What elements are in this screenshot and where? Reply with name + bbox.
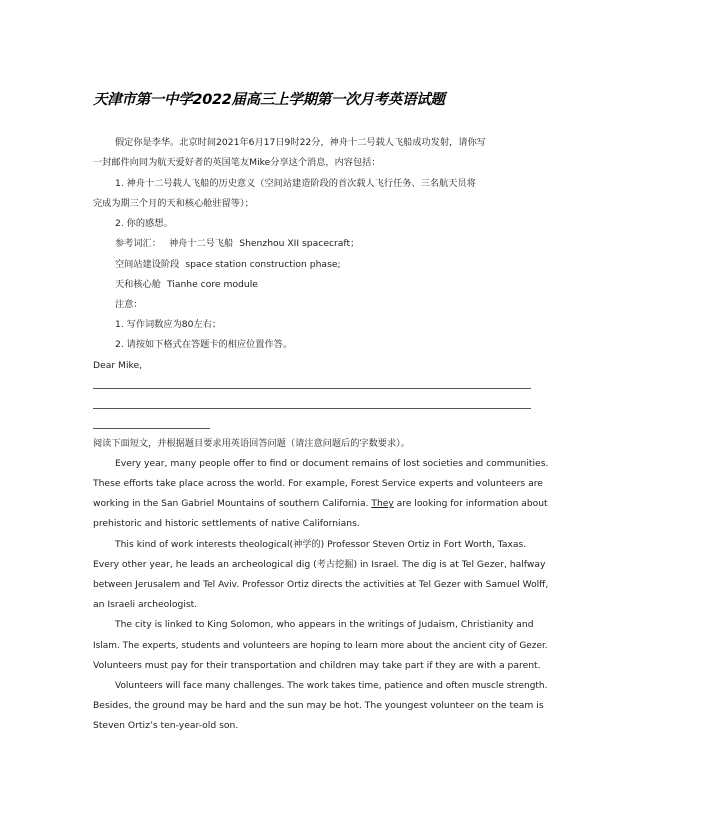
reading-line: prehistoric and historic settlements of native Californians. bbox=[93, 518, 360, 529]
reading-line: Every other year, he leads an archeological dig (考古挖掘) in Israel. The dig is at Tel Gezer, halfway bbox=[93, 559, 546, 570]
reading-line-end: are looking for information about bbox=[393, 498, 548, 509]
salutation: Dear Mike, bbox=[93, 360, 143, 371]
vocab-3-chinese: 天和核心舱 bbox=[115, 279, 161, 290]
note-1: 1. 写作词数应为80左右； bbox=[115, 319, 222, 330]
writing-intro-line-1: 假定你是李华。北京时间2021年6月17日9时22分，神舟十二号载人飞船成功发射，请你写 bbox=[115, 137, 486, 148]
reading-line: Steven Ortiz’s ten-year-old son. bbox=[93, 720, 239, 731]
note-2: 2. 请按如下格式在答题卡的相应位置作答。 bbox=[115, 339, 293, 350]
reading-line: between Jerusalem and Tel Aviv. Professor Ortiz directs the activities at Tel Gezer with Samuel Wolff, bbox=[93, 579, 549, 590]
vocab-1-english: Shenzhou XII spacecraft； bbox=[239, 238, 360, 249]
writing-intro-line-2: 一封邮件向同为航天爱好者的英国笔友Mike分享这个消息，内容包括： bbox=[93, 157, 381, 168]
underlined-word-they: They bbox=[371, 498, 394, 509]
answer-line-1 bbox=[93, 388, 531, 389]
vocab-2-english: space station construction phase; bbox=[185, 259, 341, 270]
reading-line: Volunteers must pay for their transportation and children may take part if they are with a parent. bbox=[93, 660, 541, 671]
page-title: 天津市第一中学2022届高三上学期第一次月考英语试题 bbox=[93, 92, 445, 108]
reading-line-start: working in the San Gabriel Mountains of southern California. bbox=[93, 498, 369, 509]
reading-line: Islam. The experts, students and volunteers are hoping to learn more about the ancient city of Gezer. bbox=[93, 640, 548, 651]
writing-point-2: 2. 你的感想。 bbox=[115, 218, 173, 229]
vocab-line-1 bbox=[115, 238, 359, 250]
reading-line: The city is linked to King Solomon, who appears in the writings of Judaism, Christianity and bbox=[115, 619, 534, 630]
writing-point-1-line-1: 1. 神舟十二号载人飞船的历史意义（空间站建造阶段的首次载人飞行任务、三名航天员将 bbox=[115, 178, 476, 189]
writing-point-1-line-2: 完成为期三个月的天和核心舱驻留等）； bbox=[93, 198, 254, 209]
reading-line: Volunteers will face many challenges. The work takes time, patience and often muscle strength. bbox=[115, 680, 548, 691]
answer-line-2 bbox=[93, 408, 531, 409]
reading-line: an Israeli archeologist. bbox=[93, 599, 198, 610]
reading-line: Besides, the ground may be hard and the sun may be hot. The youngest volunteer on the team is bbox=[93, 700, 544, 711]
reading-line bbox=[93, 498, 548, 510]
reading-line: Every year, many people offer to find or document remains of lost societies and communities. bbox=[115, 458, 549, 469]
vocab-2-chinese: 空间站建设阶段 bbox=[115, 259, 180, 270]
vocab-1-chinese: 神舟十二号飞船 bbox=[168, 238, 234, 249]
reading-line: These efforts take place across the world. For example, Forest Service experts and volunteers are bbox=[93, 478, 543, 489]
vocab-line-3 bbox=[115, 279, 258, 291]
answer-line-3 bbox=[93, 428, 210, 429]
notes-label: 注意： bbox=[115, 299, 143, 310]
vocab-3-english: Tianhe core module bbox=[166, 279, 258, 290]
reading-instruction: 阅读下面短文，并根据题目要求用英语回答问题（请注意问题后的字数要求）。 bbox=[93, 438, 410, 449]
vocab-line-2 bbox=[115, 259, 341, 271]
vocab-label: 参考词汇： bbox=[115, 238, 161, 249]
reading-line: This kind of work interests theological(神学的) Professor Steven Ortiz in Fort Worth, Taxas. bbox=[115, 539, 527, 550]
